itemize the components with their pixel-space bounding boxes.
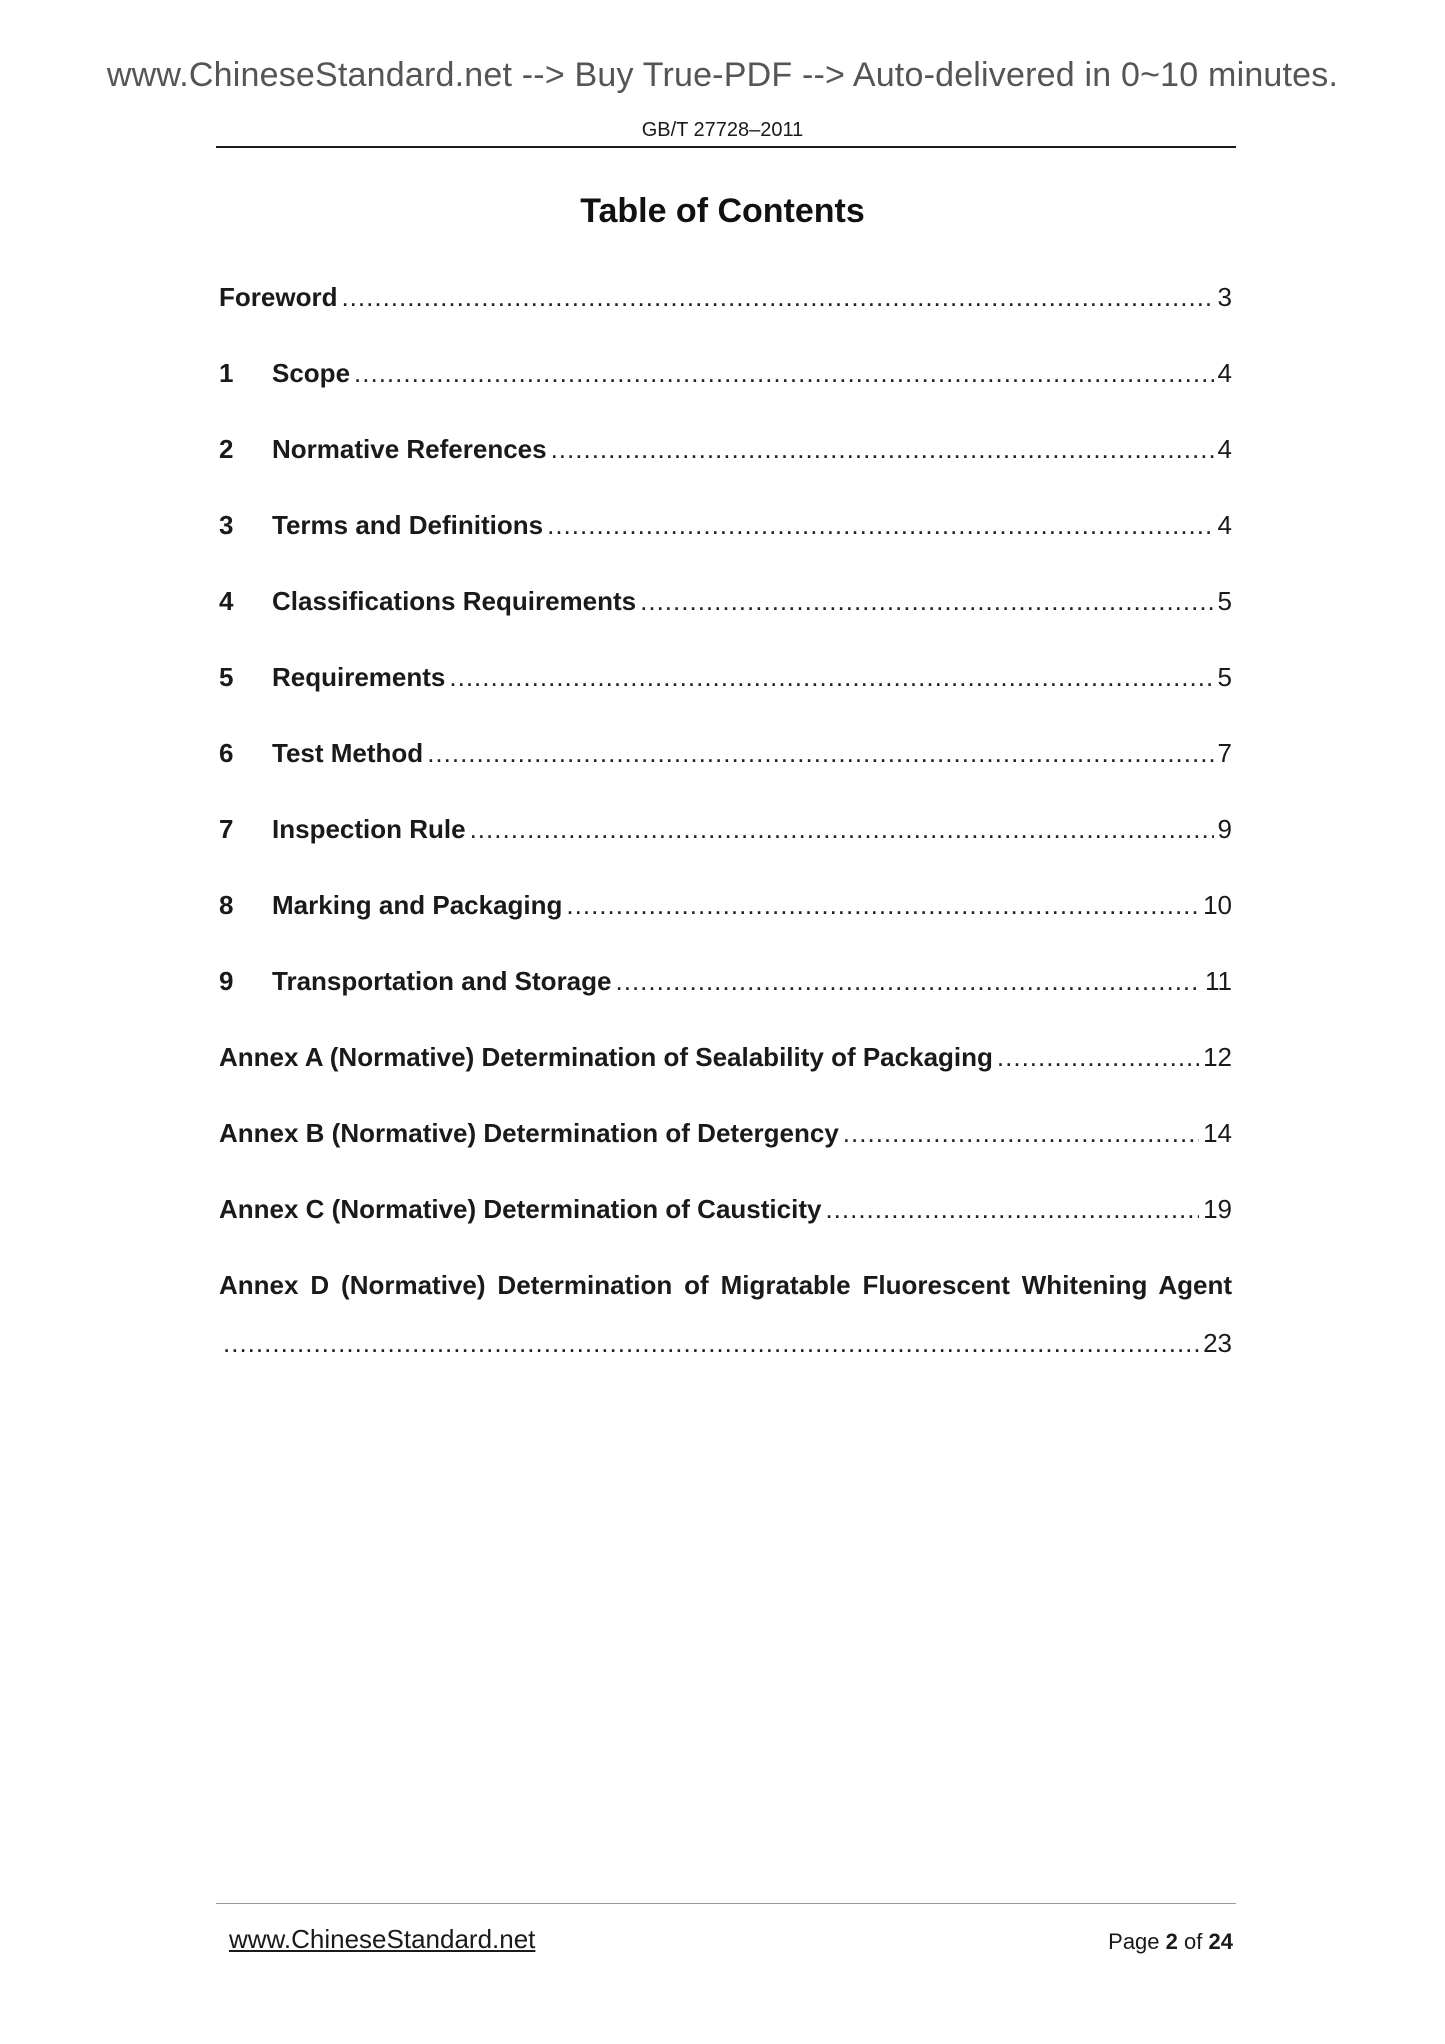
toc-entry-page: 23 <box>1203 1328 1232 1358</box>
dot-leader <box>341 282 1213 313</box>
dot-leader <box>470 814 1214 845</box>
page-current: 2 <box>1165 1929 1178 1954</box>
document-code: GB/T 27728–2011 <box>641 119 804 141</box>
toc-entry-number: 7 <box>219 814 234 844</box>
toc-entry-classifications-requirements[interactable] <box>219 586 1232 662</box>
page-number <box>1108 1929 1233 1955</box>
toc-entry-number: 3 <box>219 510 234 540</box>
dot-leader <box>354 358 1214 389</box>
toc-entry-page: 4 <box>1217 358 1232 388</box>
toc-entry-label: Foreword <box>219 282 338 312</box>
toc-entry-label: Terms and Definitions <box>272 510 544 540</box>
toc-entry-number: 5 <box>219 662 234 692</box>
dot-leader <box>566 890 1199 921</box>
page-of: of <box>1184 1929 1203 1954</box>
toc-entry-page: 5 <box>1217 662 1232 692</box>
toc-entry-annex-b[interactable] <box>219 1118 1232 1194</box>
toc-entry-marking-packaging[interactable] <box>219 890 1232 966</box>
toc-entry-terms-definitions[interactable] <box>219 510 1232 586</box>
toc-entry-label: Marking and Packaging <box>272 890 563 920</box>
toc-entry-number: 1 <box>219 358 234 388</box>
toc-entry-page: 5 <box>1217 586 1232 616</box>
toc-entry-annex-a[interactable] <box>219 1042 1232 1118</box>
dot-leader <box>843 1118 1199 1149</box>
toc-entry-page: 19 <box>1203 1194 1232 1224</box>
toc-entry-page: 10 <box>1203 890 1232 920</box>
footer-divider <box>216 1903 1236 1904</box>
dot-leader <box>551 434 1214 465</box>
table-of-contents <box>219 282 1232 1384</box>
toc-entry-label: Scope <box>272 358 351 388</box>
toc-entry-scope[interactable] <box>219 358 1232 434</box>
page-prefix: Page <box>1108 1929 1160 1954</box>
toc-title: Table of Contents <box>580 192 865 230</box>
toc-entry-continuation <box>219 1328 1232 1359</box>
toc-entry-label: Test Method <box>272 738 424 768</box>
toc-entry-number: 4 <box>219 586 234 616</box>
toc-entry-test-method[interactable] <box>219 738 1232 814</box>
header-divider <box>216 146 1236 148</box>
dot-leader <box>640 586 1213 617</box>
toc-entry-page: 14 <box>1203 1118 1232 1148</box>
toc-entry-page: 7 <box>1217 738 1232 768</box>
toc-entry-number: 9 <box>219 966 234 996</box>
dot-leader <box>547 510 1213 541</box>
toc-entry-foreword[interactable] <box>219 282 1232 358</box>
page-total: 24 <box>1208 1929 1233 1954</box>
footer-website-link[interactable]: www.ChineseStandard.net <box>229 1924 536 1954</box>
dot-leader <box>427 738 1213 769</box>
toc-entry-transportation-storage[interactable] <box>219 966 1232 1042</box>
dot-leader <box>616 966 1202 997</box>
toc-entry-inspection-rule[interactable] <box>219 814 1232 890</box>
toc-entry-label: Inspection Rule <box>272 814 466 844</box>
toc-entry-number: 8 <box>219 890 234 920</box>
toc-entry-page: 11 <box>1205 966 1232 996</box>
toc-entry-annex-c[interactable] <box>219 1194 1232 1270</box>
dot-leader <box>223 1328 1199 1359</box>
toc-entry-number: 2 <box>219 434 234 464</box>
toc-entry-label: Classifications Requirements <box>272 586 637 616</box>
toc-entry-label: Normative References <box>272 434 547 464</box>
toc-entry-page: 4 <box>1217 434 1232 464</box>
site-banner: www.ChineseStandard.net --> Buy True-PDF --> Auto-delivered in 0~10 minutes. <box>106 56 1339 94</box>
dot-leader <box>825 1194 1199 1225</box>
toc-entry-page: 4 <box>1217 510 1232 540</box>
toc-entry-label: Annex A (Normative) Determination of Sealability of Packaging <box>219 1042 993 1072</box>
toc-entry-label: Requirements <box>272 662 446 692</box>
toc-entry-requirements[interactable] <box>219 662 1232 738</box>
toc-entry-page: 9 <box>1217 814 1232 844</box>
toc-entry-number: 6 <box>219 738 234 768</box>
dot-leader <box>997 1042 1199 1073</box>
toc-entry-label: Transportation and Storage <box>272 966 612 996</box>
dot-leader <box>449 662 1213 693</box>
toc-entry-label: Annex D (Normative) Determination of Migratable Fluorescent Whitening Agent <box>219 1270 1232 1300</box>
toc-entry-page: 3 <box>1217 282 1232 312</box>
toc-entry-label: Annex C (Normative) Determination of Causticity <box>219 1194 822 1224</box>
toc-entry-label: Annex B (Normative) Determination of Detergency <box>219 1118 839 1148</box>
toc-entry-page: 12 <box>1203 1042 1232 1072</box>
toc-entry-annex-d[interactable] <box>219 1270 1232 1384</box>
toc-entry-normative-references[interactable] <box>219 434 1232 510</box>
